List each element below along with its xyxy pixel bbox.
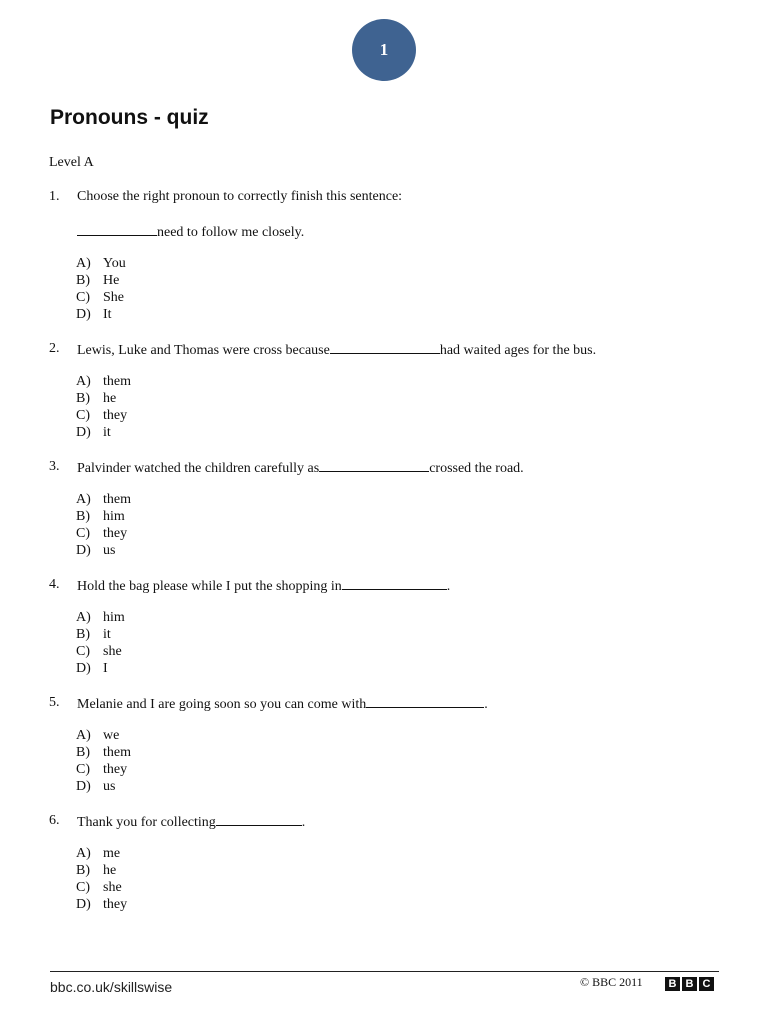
answer-options-5 — [76, 727, 131, 795]
option-a — [76, 373, 131, 390]
question-sentence — [77, 458, 524, 477]
question-number: 6. — [49, 813, 60, 828]
answer-options-4 — [76, 609, 125, 677]
option-d — [76, 424, 131, 441]
option-b — [76, 390, 131, 407]
option-c — [76, 407, 131, 424]
option-text: us — [103, 543, 116, 558]
sentence-before-blank: Lewis, Luke and Thomas were cross because — [77, 343, 330, 358]
question-number: 5. — [49, 695, 60, 710]
option-text: us — [103, 779, 116, 794]
answer-options-2 — [76, 373, 131, 441]
page-number-badge — [352, 19, 416, 81]
bbc-logo — [665, 977, 714, 991]
sentence-before-blank: Palvinder watched the children carefully as — [77, 461, 320, 476]
sentence-after-blank: crossed the road. — [429, 461, 524, 476]
option-d — [76, 306, 126, 323]
option-letter: D) — [76, 425, 91, 440]
option-letter: D) — [76, 307, 91, 322]
sentence-after-blank: need to follow me closely. — [157, 225, 305, 240]
option-text: he — [103, 391, 117, 406]
question-stem: Choose the right pronoun to correctly finish this sentence: — [77, 189, 403, 204]
option-letter: C) — [76, 762, 90, 777]
option-letter: A) — [76, 846, 91, 861]
option-text: me — [103, 846, 121, 861]
sentence-after-blank: . — [446, 579, 451, 594]
option-text: I — [103, 661, 108, 676]
option-a — [76, 727, 131, 744]
option-d — [76, 660, 125, 677]
footer-url: bbc.co.uk/skillswise — [50, 979, 173, 995]
question-number: 4. — [49, 577, 60, 592]
option-letter: D) — [76, 661, 91, 676]
option-letter: C) — [76, 290, 90, 305]
question-sentence — [77, 222, 304, 241]
copyright-notice: © BBC 2011 — [580, 975, 643, 989]
option-text: him — [103, 509, 125, 524]
sentence-after-blank: . — [484, 697, 488, 712]
answer-options-1 — [76, 255, 126, 323]
answer-blank — [77, 222, 157, 236]
answer-blank — [216, 812, 302, 826]
option-text: them — [103, 492, 131, 507]
answer-blank — [319, 458, 429, 472]
answer-blank — [330, 340, 440, 354]
option-a — [76, 845, 127, 862]
level-label: Level A — [49, 155, 94, 170]
option-text: He — [103, 273, 120, 288]
option-c — [76, 289, 126, 306]
option-a — [76, 609, 125, 626]
question-number: 1. — [49, 189, 60, 204]
option-b — [76, 508, 131, 525]
option-c — [76, 879, 127, 896]
option-c — [76, 761, 131, 778]
answer-options-6 — [76, 845, 127, 913]
option-text: they — [103, 762, 128, 777]
option-letter: C) — [76, 526, 90, 541]
sentence-before-blank: Hold the bag please while I put the shopping in — [77, 579, 342, 594]
option-letter: D) — [76, 543, 91, 558]
option-text: they — [103, 897, 128, 912]
option-text: it — [103, 627, 111, 642]
sentence-before-blank: Thank you for collecting — [77, 815, 216, 830]
option-a — [76, 255, 126, 272]
option-text: You — [103, 256, 126, 271]
bbc-logo-letter: C — [699, 977, 714, 991]
option-text: she — [103, 880, 122, 895]
option-letter: B) — [76, 273, 90, 288]
option-letter: C) — [76, 644, 90, 659]
option-letter: D) — [76, 779, 91, 794]
question-sentence — [77, 340, 596, 359]
question-number: 3. — [49, 459, 60, 474]
option-b — [76, 744, 131, 761]
answer-blank — [366, 694, 484, 708]
option-text: they — [103, 526, 128, 541]
page-number: 1 — [379, 40, 389, 59]
option-letter: A) — [76, 256, 91, 271]
question-sentence — [77, 694, 488, 713]
option-text: She — [103, 290, 124, 305]
page-title: Pronouns - quiz — [50, 106, 209, 129]
option-text: them — [103, 745, 131, 760]
option-text: It — [103, 307, 112, 322]
option-letter: B) — [76, 863, 90, 878]
option-d — [76, 542, 131, 559]
option-letter: B) — [76, 627, 90, 642]
option-a — [76, 491, 131, 508]
option-text: them — [103, 374, 131, 389]
option-b — [76, 626, 125, 643]
option-letter: C) — [76, 408, 90, 423]
option-c — [76, 643, 125, 660]
option-text: he — [103, 863, 117, 878]
sentence-before-blank: Melanie and I are going soon so you can come with — [77, 697, 367, 712]
option-letter: B) — [76, 509, 90, 524]
option-letter: A) — [76, 610, 91, 625]
option-text: she — [103, 644, 122, 659]
option-d — [76, 778, 131, 795]
bbc-logo-letter: B — [682, 977, 697, 991]
bbc-logo-letter: B — [665, 977, 680, 991]
answer-options-3 — [76, 491, 131, 559]
option-letter: C) — [76, 880, 90, 895]
option-c — [76, 525, 131, 542]
footer-divider — [50, 971, 719, 972]
question-number: 2. — [49, 341, 60, 356]
sentence-after-blank: . — [301, 815, 306, 830]
option-text: we — [103, 728, 120, 743]
option-letter: B) — [76, 391, 90, 406]
question-sentence — [77, 576, 450, 595]
answer-blank — [342, 576, 447, 590]
option-letter: D) — [76, 897, 91, 912]
question-sentence — [77, 812, 305, 831]
option-text: they — [103, 408, 128, 423]
option-letter: B) — [76, 745, 90, 760]
option-text: him — [103, 610, 125, 625]
sentence-after-blank: had waited ages for the bus. — [439, 343, 597, 358]
option-letter: A) — [76, 374, 91, 389]
option-b — [76, 272, 126, 289]
option-d — [76, 896, 127, 913]
option-letter: A) — [76, 492, 91, 507]
option-text: it — [103, 425, 111, 440]
option-b — [76, 862, 127, 879]
option-letter: A) — [76, 728, 91, 743]
